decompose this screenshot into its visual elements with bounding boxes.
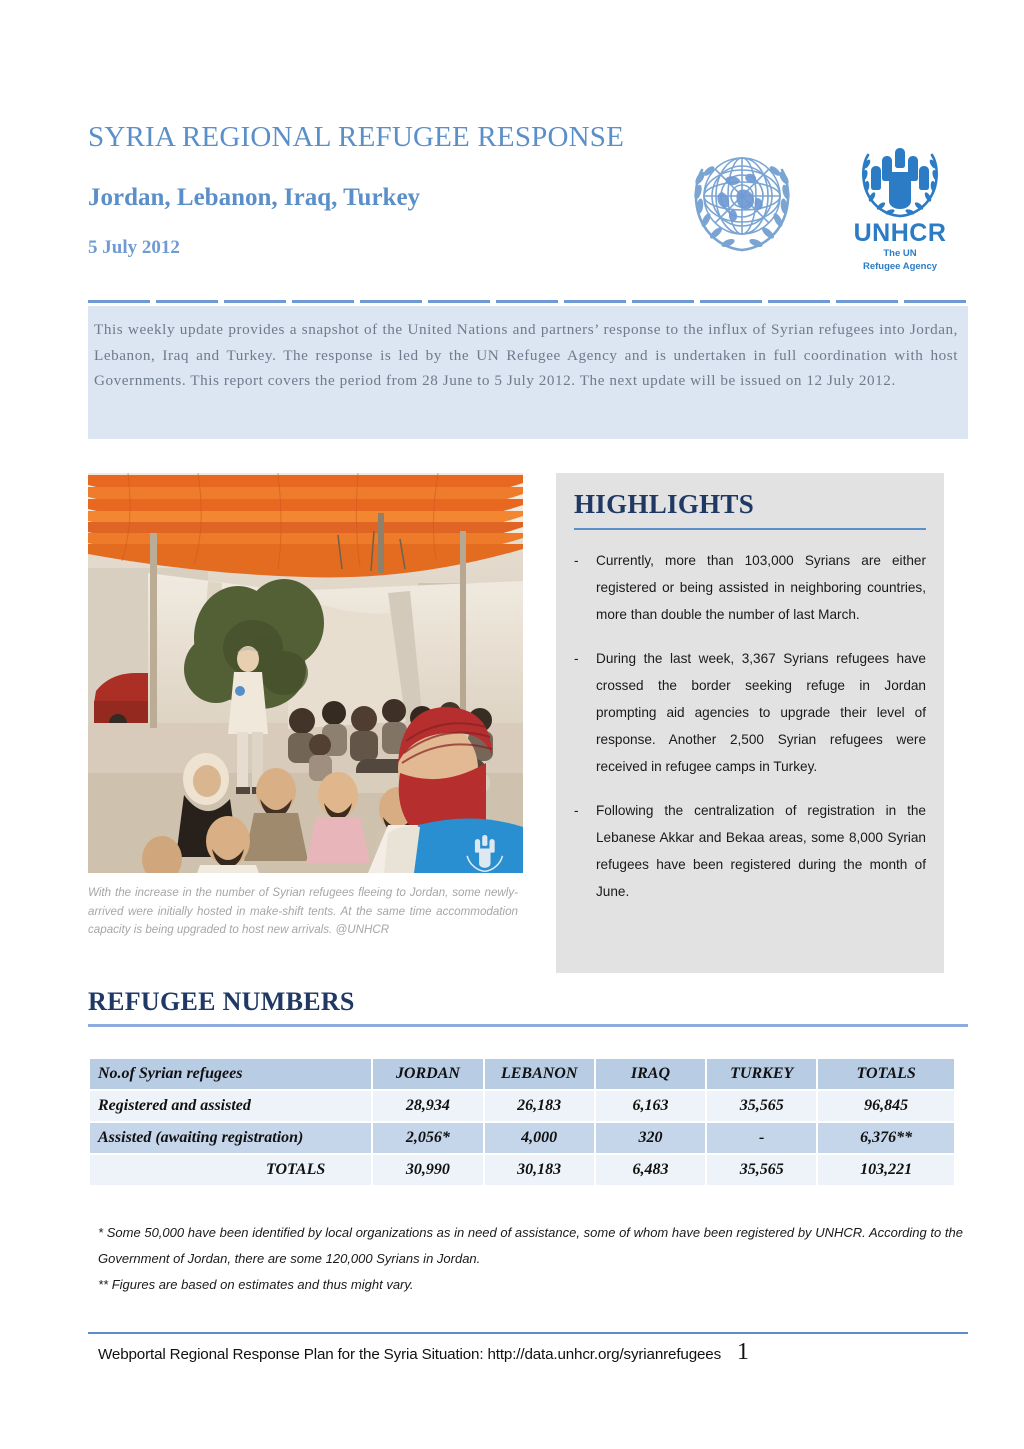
cell-totals-jordan: 30,990 [373, 1155, 482, 1185]
list-item [574, 547, 926, 628]
footer-webportal-link[interactable]: Webportal Regional Response Plan for the Syria Situation: http://data.unhcr.org/syrianrefugees [98, 1346, 722, 1363]
page-footer [98, 1340, 968, 1364]
cell-assisted-iraq: 320 [596, 1123, 705, 1153]
list-item [574, 645, 926, 780]
bullet-marker: - [574, 651, 579, 666]
united-nations-emblem-icon [678, 138, 806, 266]
title-block [88, 120, 688, 259]
row-label-registered-and-assisted: Registered and assisted [90, 1091, 371, 1121]
table-row [90, 1091, 954, 1121]
column-header-turkey: TURKEY [707, 1059, 816, 1089]
table-row [90, 1123, 954, 1153]
photo-caption: With the increase in the number of Syrian refugees fleeing to Jordan, some newly-arrived were initially hosted in make-shift tents. At the same time accommodation capacity is being upgraded to host new arrivals. @UNHCR [88, 886, 518, 936]
refugee-numbers-section-header [88, 987, 968, 1027]
cell-registered-iraq: 6,163 [596, 1091, 705, 1121]
footer-divider [88, 1332, 968, 1334]
unhcr-logo [840, 142, 960, 272]
column-header-category: No.of Syrian refugees [90, 1059, 371, 1089]
cell-totals-turkey: 35,565 [707, 1155, 816, 1185]
page-number: 1 [737, 1339, 750, 1365]
page-title: SYRIA REGIONAL REFUGEE RESPONSE [88, 121, 625, 153]
row-label-assisted-awaiting-registration: Assisted (awaiting registration) [90, 1123, 371, 1153]
cell-registered-lebanon: 26,183 [485, 1091, 594, 1121]
cell-assisted-jordan: 2,056* [373, 1123, 482, 1153]
unhcr-wordmark: UNHCR [853, 219, 947, 247]
page-subtitle: Jordan, Lebanon, Iraq, Turkey [88, 184, 421, 211]
table-row [90, 1155, 954, 1185]
column-header-jordan: JORDAN [373, 1059, 482, 1089]
highlights-divider [574, 528, 926, 530]
cell-assisted-totals: 6,376** [818, 1123, 954, 1153]
cell-assisted-lebanon: 4,000 [485, 1123, 594, 1153]
table-header-row [90, 1059, 954, 1089]
unhcr-tagline-line2: Refugee Agency [862, 261, 938, 272]
refugee-tent-photo [88, 473, 523, 873]
list-item-text: Following the centralization of registration in the Lebanese Akkar and Bekaa areas, some 8,000 Syrian refugees have been registered during the month of June. [596, 803, 926, 899]
list-item [574, 797, 926, 905]
highlights-panel [556, 473, 944, 973]
cell-registered-turkey: 35,565 [707, 1091, 816, 1121]
footnote-single-asterisk: * Some 50,000 have been identified by local organizations as in need of assistance, some of whom have been registered by UNHCR. According to the Government of Jordan, there are some 120,000 Syrians in Jordan. [98, 1225, 963, 1266]
unhcr-tagline-line1: The UN [883, 248, 917, 259]
cell-registered-jordan: 28,934 [373, 1091, 482, 1121]
cell-totals-totals: 103,221 [818, 1155, 954, 1185]
photo-illustration [88, 473, 523, 873]
highlights-title: HIGHLIGHTS [574, 489, 755, 519]
bullet-marker: - [574, 803, 579, 818]
row-label-totals: TOTALS [90, 1155, 371, 1185]
table-footnotes [98, 1220, 963, 1298]
section-title: REFUGEE NUMBERS [88, 987, 355, 1016]
bullet-marker: - [574, 553, 579, 568]
intro-text: This weekly update provides a snapshot of the United Nations and partners’ response to the influx of Syrian refugees into Jordan, Lebanon, Iraq and Turkey. The response is led by the UN Refugee Agency and is undertaken in full coordination with host Governments. This report covers the period from 28 June to 5 July 2012. The next update will be issued on 12 July 2012. [94, 321, 958, 390]
column-header-totals: TOTALS [818, 1059, 954, 1089]
section-divider [88, 1024, 968, 1027]
unhcr-sheltering-hands-icon [854, 142, 946, 220]
document-header [88, 120, 968, 290]
column-header-iraq: IRAQ [596, 1059, 705, 1089]
logo-group [678, 130, 968, 275]
cell-totals-iraq: 6,483 [596, 1155, 705, 1185]
intro-divider [88, 300, 968, 303]
column-header-lebanon: LEBANON [485, 1059, 594, 1089]
footnote-double-asterisk: ** Figures are based on estimates and thus might vary. [98, 1277, 414, 1292]
highlights-list [574, 547, 926, 905]
list-item-text: During the last week, 3,367 Syrians refugees have crossed the border seeking refuge in Jordan prompting aid agencies to upgrade their level of response. Another 2,500 Syrian refugees were received in refugee camps in Turkey. [596, 651, 926, 774]
refugee-numbers-table [88, 1057, 956, 1187]
intro-box [88, 306, 968, 439]
cell-assisted-turkey: - [707, 1123, 816, 1153]
photo-figure [88, 473, 523, 873]
report-date: 5 July 2012 [88, 237, 180, 258]
cell-totals-lebanon: 30,183 [485, 1155, 594, 1185]
cell-registered-totals: 96,845 [818, 1091, 954, 1121]
list-item-text: Currently, more than 103,000 Syrians are either registered or being assisted in neighboring countries, more than double the number of last March. [596, 553, 926, 622]
